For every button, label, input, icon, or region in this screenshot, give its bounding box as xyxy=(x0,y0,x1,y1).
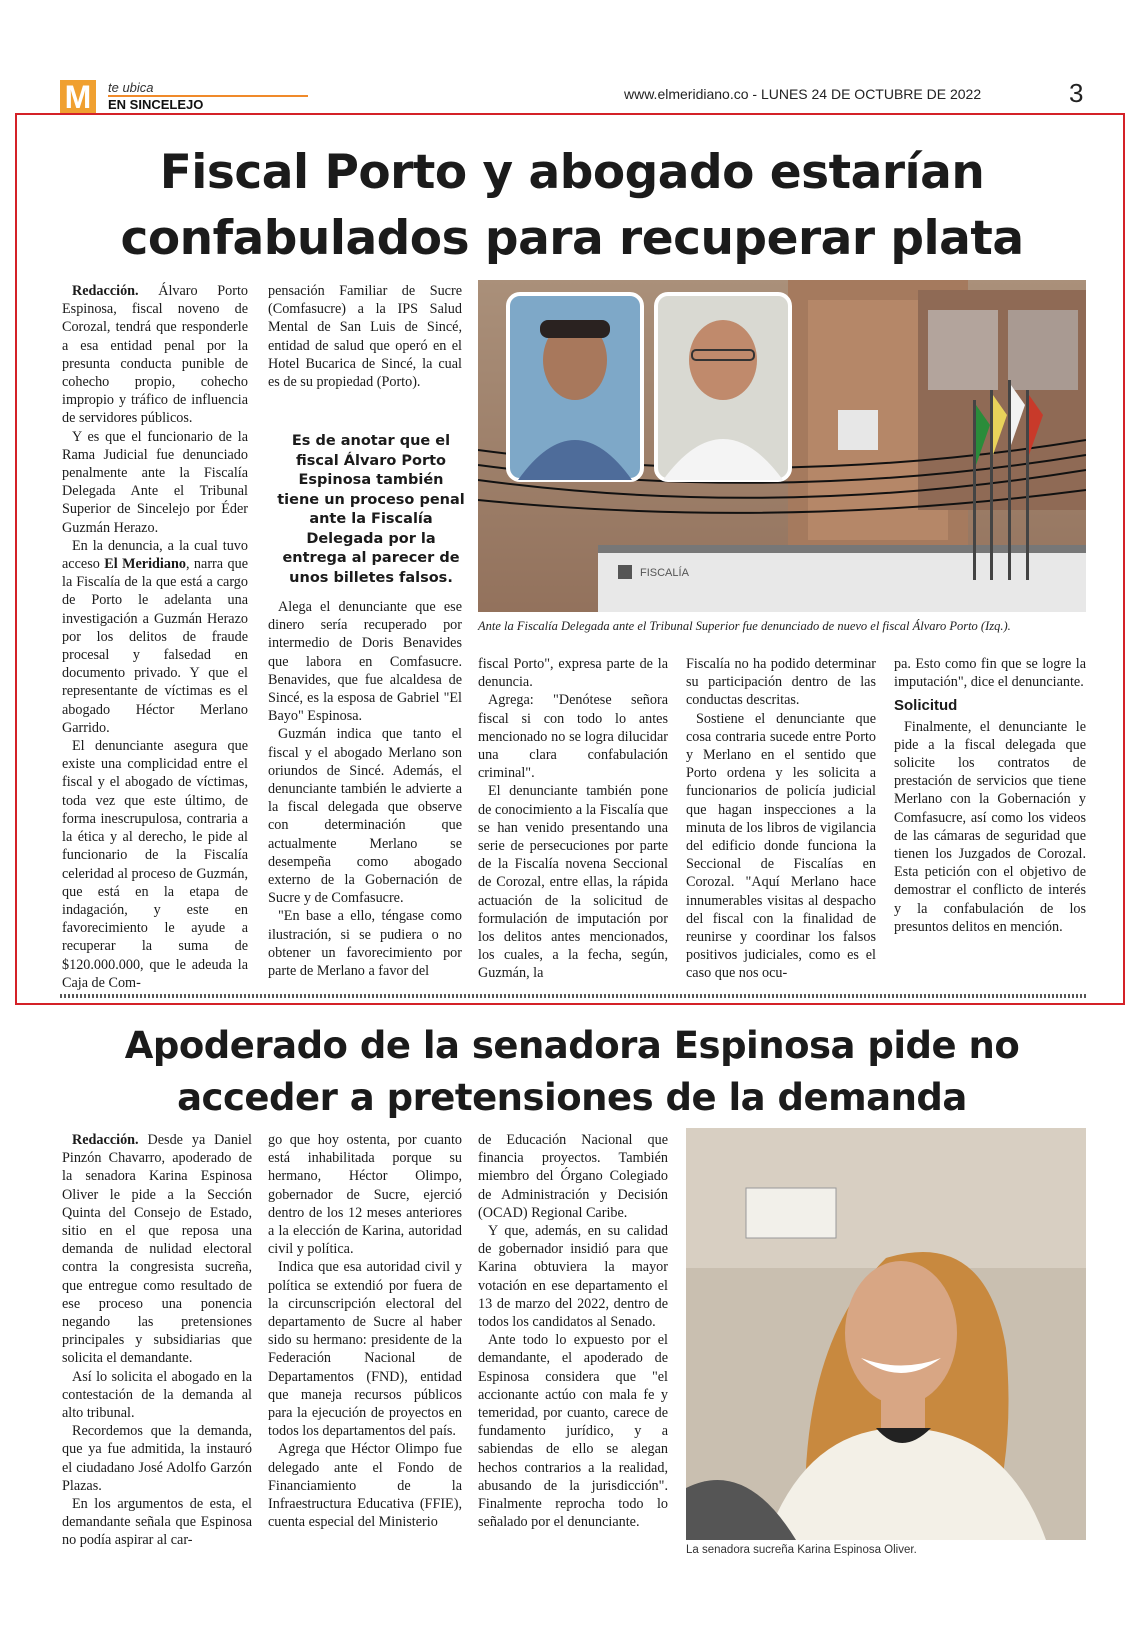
article2-headline xyxy=(60,1020,1084,1124)
paragraph: El denunciante también pone de conocimiento a la Fiscalía que se han venido presentando una serie de persecuciones por parte de la Fiscalía novena Seccional de Corozal, entre ellas, la rápida actuación de la solicitud de formulación de imputación por los delitos antes mencionados, los cuales, a la fecha, según, Guzmán, la xyxy=(478,783,668,982)
paragraph xyxy=(62,537,248,737)
article2-column-2 xyxy=(268,1131,462,1531)
newspaper-name: El Meridiano xyxy=(104,556,186,573)
senator-photo xyxy=(686,1128,1086,1540)
tagline: te ubica xyxy=(108,80,154,95)
pull-quote: Es de anotar que el fiscal Álvaro Porto Espinosa también tiene un proceso penal ante la Fiscalía Delegada por la entrega al parecer de unos billetes falsos. xyxy=(277,433,465,586)
text: En la denuncia, a la cual tuvo acceso xyxy=(62,537,248,573)
paragraph: go que hoy ostenta, por cuanto está inhabilitada porque su hermano, Héctor Olimpo, gobernador de Sucre, ejerció dentro de los 12 meses anteriores a la elección de Karina, autoridad civil y política. xyxy=(268,1132,462,1258)
page-number: 3 xyxy=(1069,78,1084,108)
paragraph: pa. Esto como fin que se logre la imputación", dice el denunciante. xyxy=(894,656,1086,691)
article1-column-2-bottom xyxy=(268,598,462,980)
byline: Redacción. xyxy=(72,283,139,299)
headline-line: acceder a pretensiones de la demanda xyxy=(177,1076,967,1119)
portrait-right xyxy=(656,294,790,480)
paragraph: El denunciante asegura que existe una complicidad entre el fiscal y el abogado de víctimas, toda vez que este último, de forma inescrupulosa, contraria a la ética y al derecho, le pide al funcionario de la Fiscalía celeridad al proceso de Guzmán, que está en la etapa de indagación, y este en favorecimiento le ayude a recuperar la suma de $120.000.000, que le adeuda la Caja de Com- xyxy=(62,738,248,991)
fiscalia-sign: FISCALÍA xyxy=(640,567,689,579)
article1-column-5 xyxy=(894,655,1086,936)
article1-headline xyxy=(40,140,1104,272)
paragraph xyxy=(62,282,248,428)
text: , narra que la Fiscalía de la que está a cargo de Porto le adelanta una investigación a Guzmán Herazo por los delitos de fraude procesal y falsedad en documento privado. Y que el representante de víctimas es el abogado Héctor Merlano Garrido. xyxy=(62,556,248,736)
fiscalia-building-photo xyxy=(478,280,1086,612)
headline-line: Fiscal Porto y abogado estarían xyxy=(159,145,985,200)
text: Desde ya Daniel Pinzón Chavarro, apoderado de la senadora Karina Espinosa Oliver le pide a la Sección Quinta del Consejo de Estado, sitio en el que reposa una demanda de nulidad electoral contra la congresista sucreña, que entregue como resultado de ese proceso una ponencia negando las pretensiones principales y subsidiarias que solicita el demandante. xyxy=(62,1132,252,1367)
paragraph: Agrega: "Denótese señora fiscal si con todo lo antes mencionado no se logra dilucidar una clara confabulación criminal". xyxy=(478,692,668,782)
paragraph: de Educación Nacional que financia proyectos. También miembro del Órgano Colegiado de Administración y Decisión (OCAD) Regional Caribe. xyxy=(478,1132,668,1221)
paragraph: Indica que esa autoridad civil y política se extendió por fuera de la circunscripción electoral del departamento de Sucre al haber sido su hermano: presidente de la Federación Nacional de Departamentos (FND), entidad que maneja recursos públicos para la ejecución de proyectos en todos los departamentos del país. xyxy=(268,1259,462,1440)
article1-column-2-top xyxy=(268,282,462,391)
headline-line: confabulados para recuperar plata xyxy=(120,211,1024,266)
byline: Redacción. xyxy=(72,1132,139,1148)
dateline: www.elmeridiano.co - LUNES 24 DE OCTUBRE DE 2022 xyxy=(624,86,982,102)
paragraph: Fiscalía no ha podido determinar su participación dentro de las conductas descritas. xyxy=(686,656,876,709)
photo-caption: Ante la Fiscalía Delegada ante el Tribunal Superior fue denunciado de nuevo el fiscal Álvaro Porto (Izq.). xyxy=(478,619,1011,633)
article2-column-3 xyxy=(478,1131,668,1531)
section-name: EN SINCELEJO xyxy=(108,97,204,111)
paragraph: "En base a ello, téngase como ilustración, si se pudiera o no obtener un favorecimiento por parte de Merlano a favor del xyxy=(268,908,462,980)
article1-column-4 xyxy=(686,655,876,983)
photo-illustration xyxy=(686,1128,1086,1540)
paragraph: pensación Familiar de Sucre (Comfasucre) a la IPS Salud Mental de San Luis de Sincé, entidad de salud que operó en el Hotel Bucarica de Sincé, la cual es de su propiedad (Porto). xyxy=(268,283,462,391)
paragraph: Ante todo lo expuesto por el demandante, el apoderado de Espinosa considera que "el accionante actúo con mala fe y temeridad, por cuanto, carece de fundamento jurídico, y a sabiendas de ello se alegan hechos contrarios a la realidad, abusando de la jurisdicción". Finalmente reprocha todo lo señalado por el denunciante. xyxy=(478,1332,668,1531)
paragraph: Agrega que Héctor Olimpo fue delegado ante el Fondo de Financiamiento de la Infraestructura Educativa (FFIE), cuenta especial del Ministerio xyxy=(268,1441,462,1531)
article1-column-1 xyxy=(62,282,248,992)
paragraph: Sostiene el denunciante que cosa contraria sucede entre Porto y Merlano en el sentido que Porto ordena y les solicita a funcionarios de policía judicial que hagan inspecciones a la minuta de los libros de vigilancia del edificio donde funciona la Seccional de Fiscalías en Corozal. "Aquí Merlano hace innumerables visitas al despacho del fiscal con la finalidad de reunirse y coordinar los falsos positivos judiciales, como es el caso que nos ocu- xyxy=(686,710,876,982)
subheading: Solicitud xyxy=(894,697,958,715)
paragraph xyxy=(62,1131,252,1368)
paragraph: En los argumentos de esta, el demandante señala que Espinosa no podía aspirar al car- xyxy=(62,1496,252,1549)
photo-caption: La senadora sucreña Karina Espinosa Oliver. xyxy=(686,1544,917,1556)
paragraph: Alega el denunciante que ese dinero sería recuperado por intermedio de Doris Benavides que labora en Comfasucre. Benavides, que fue alcaldesa de Sincé, es la esposa de Gabriel "El Bayo" Espinosa. xyxy=(268,599,462,725)
paragraph: Finalmente, el denunciante le pide a la fiscal delegada que solicite los contratos de prestación de servicios que tiene Merlano con la Gobernación y Comfasucre, así como los videos de las cámaras de seguridad que tienen los Juzgados de Corozal. Esta petición con el objetivo de demostrar el conflicto de interés y la confabulación de los presuntos delitos en mención. xyxy=(894,718,1086,935)
text: Álvaro Porto Espinosa, fiscal noveno de Corozal, tendrá que responderle a esa entidad penal por la presunta conducta punible de cohecho propio, cohecho impropio y tráfico de influencia de servidores públicos. xyxy=(62,283,248,427)
headline-line: Apoderado de la senadora Espinosa pide no xyxy=(124,1024,1020,1067)
paragraph: Recordemos que la demanda, que ya fue admitida, la instauró el ciudadano José Adolfo Garzón Plazas. xyxy=(62,1423,252,1494)
article2-column-1 xyxy=(62,1131,252,1550)
photo-illustration xyxy=(478,280,1086,612)
article1-column-3 xyxy=(478,655,668,983)
portrait-left xyxy=(508,294,642,480)
paragraph: Así lo solicita el abogado en la contestación de la demanda al alto tribunal. xyxy=(62,1368,252,1422)
paragraph: Y que, además, en su calidad de gobernador insidió para que Karina obtuviera la mayor votación en ese departamento el 13 de marzo del 2022, dentro de todos los candidatos al Senado. xyxy=(478,1223,668,1331)
logo: M xyxy=(60,80,96,114)
paragraph: Guzmán indica que tanto el fiscal y el abogado Merlano son oriundos de Sincé. Además, el denunciante también le advierte a la fiscal delegada que observe con determinación que actualmente Merlano se desempeña como abogado externo de la Gobernación de Sucre y de Comfasucre. xyxy=(268,726,462,907)
paragraph: fiscal Porto", expresa parte de la denuncia. xyxy=(478,656,668,691)
article-divider xyxy=(60,994,1086,998)
paragraph: Y es que el funcionario de la Rama Judicial fue denunciado penalmente ante la Fiscalía Delegada Ante el Tribunal Superior de Sincelejo por Éder Guzmán Herazo. xyxy=(62,428,248,536)
